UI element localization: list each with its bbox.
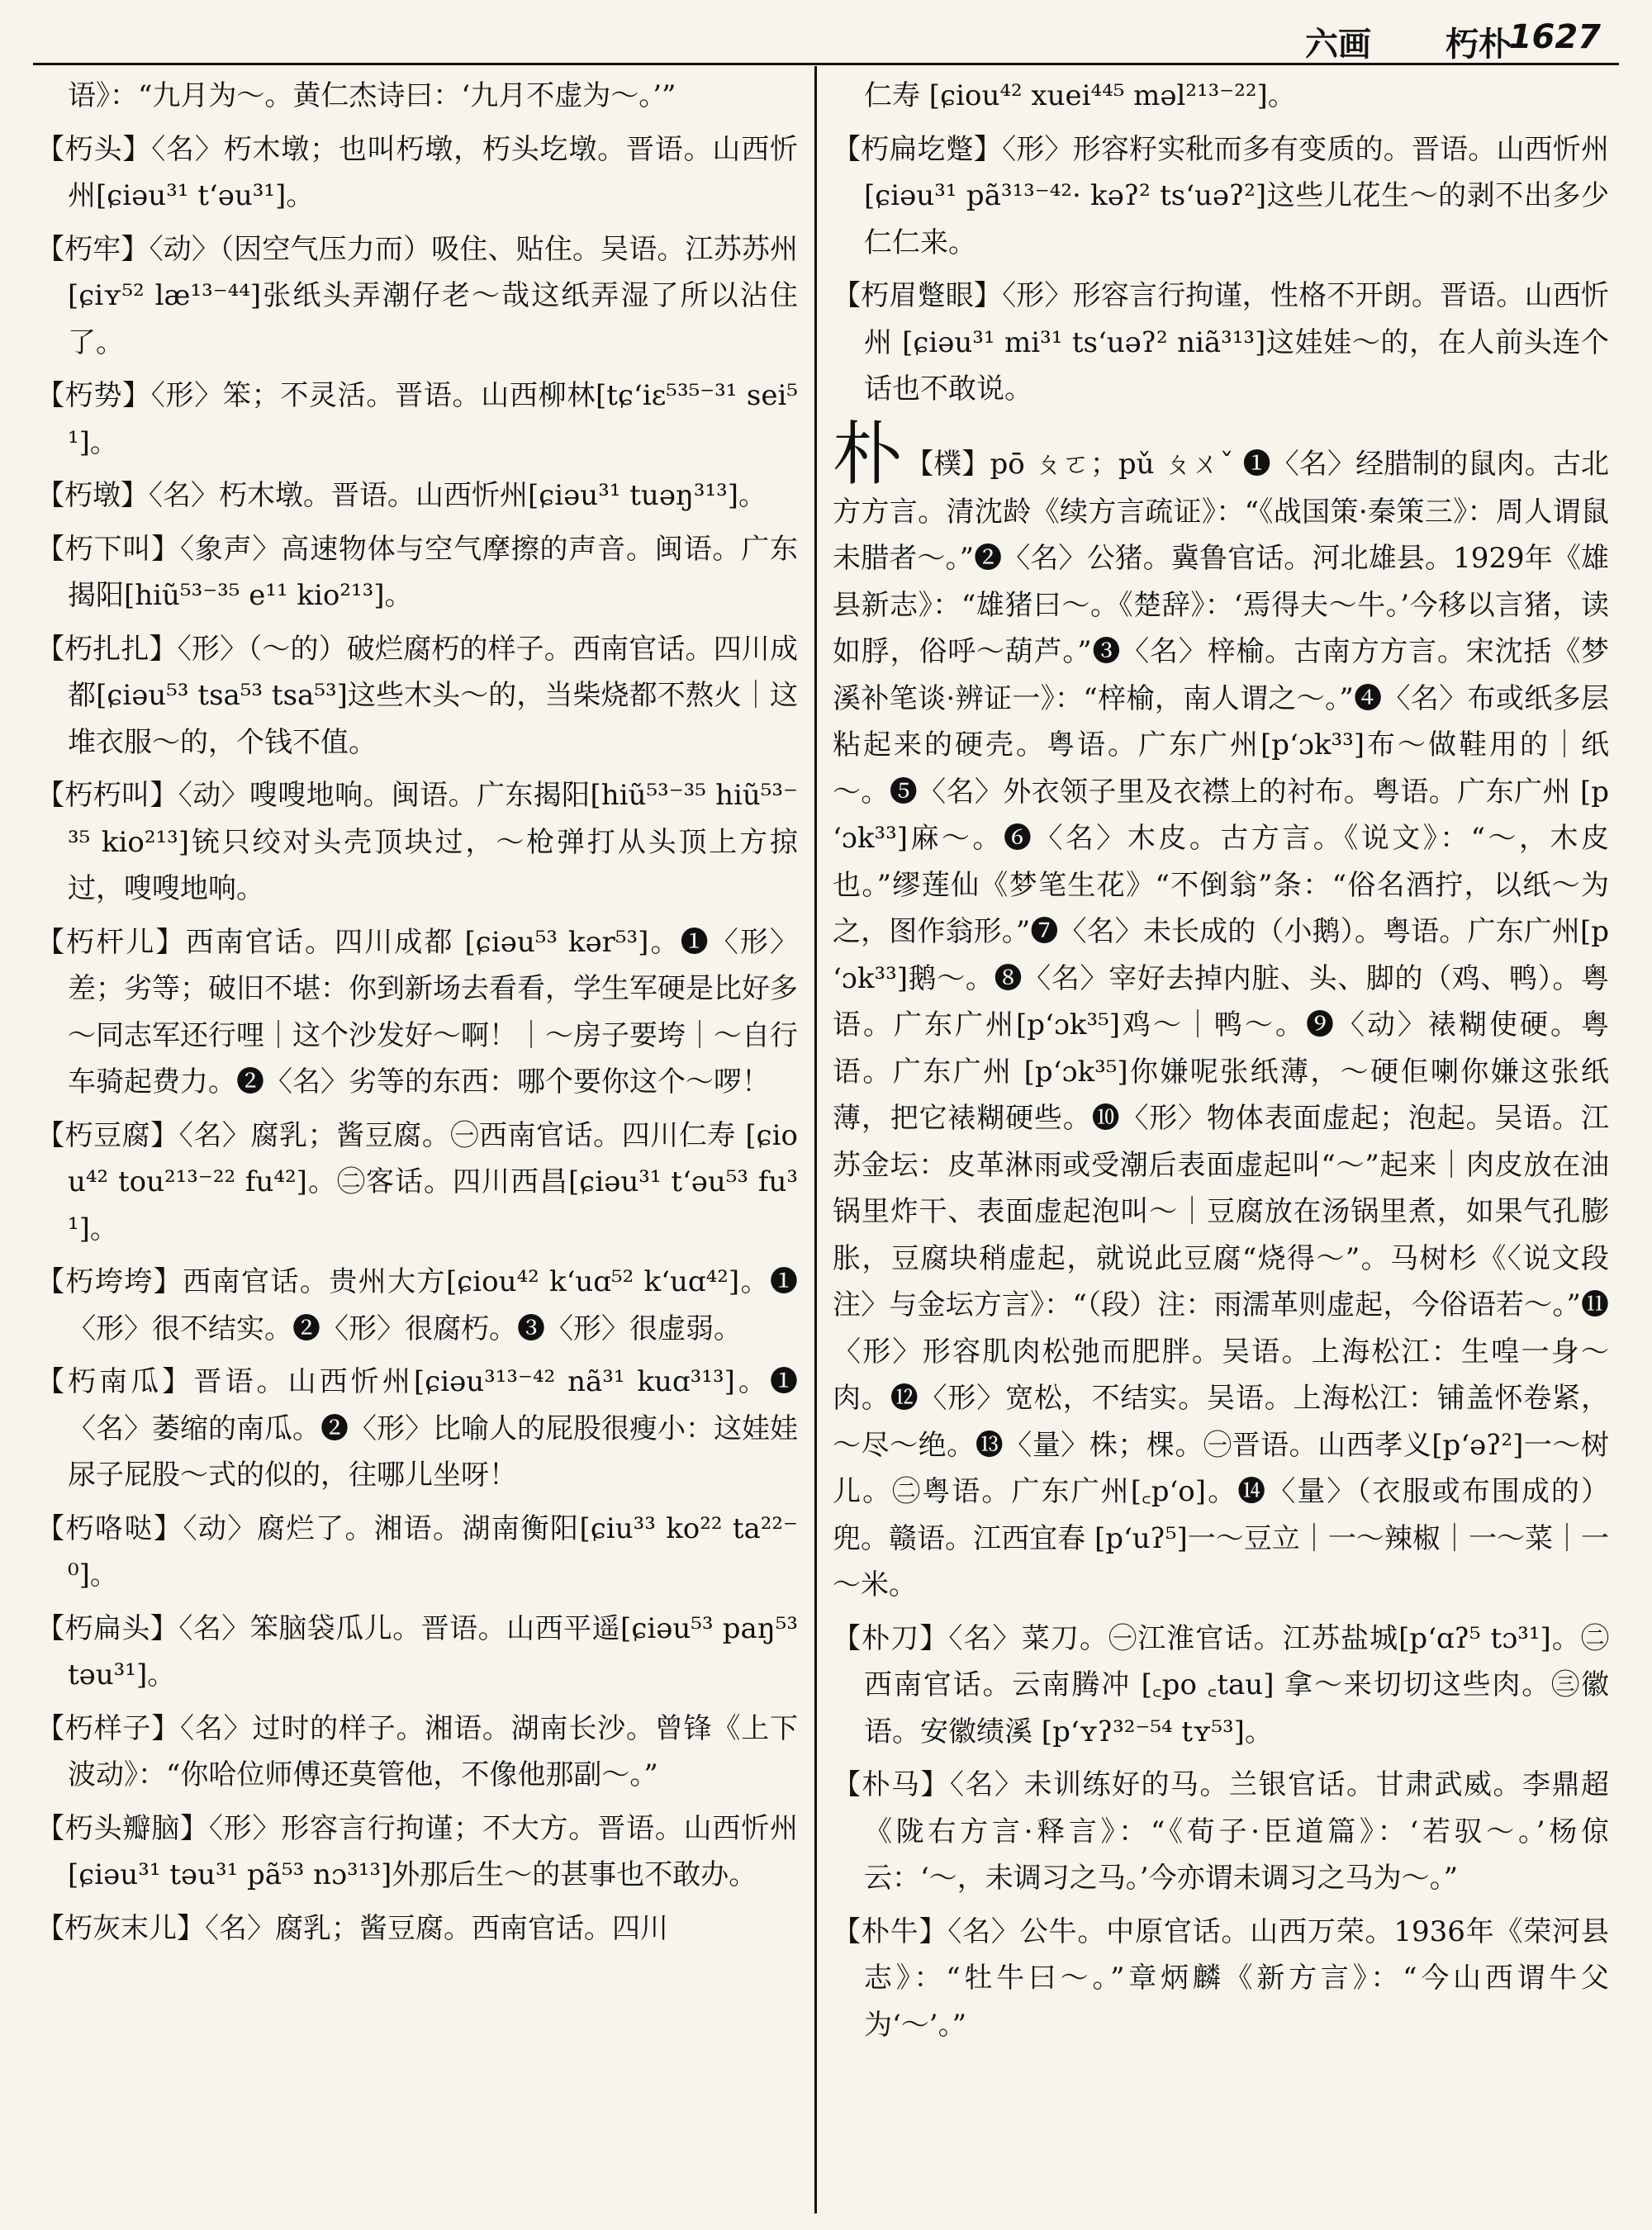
dictionary-entry: 【朽扁头】〈名〉笨脑袋瓜儿。晋语。山西平遥[ɕiəu⁵³ paŋ⁵³ təu³¹]。 — [36, 1611, 798, 1691]
dictionary-entry: 【朽势】〈形〉笨；不灵活。晋语。山西柳林[tɕʻiɛ⁵³⁵⁻³¹ sei⁵¹]。 — [36, 379, 798, 459]
header-rule — [33, 63, 1619, 65]
dictionary-entry: 【朽眉蹩眼】〈形〉形容言行拘谨，性格不开朗。晋语。山西忻州 [ɕiəu³¹ mi³¹ tsʻuəʔ² niã³¹³]这娃娃～的，在人前头连个话也不敢说。 — [833, 279, 1609, 406]
dictionary-entry: 语》：“九月为～。黄仁杰诗曰：‘九月不虚为～。’” — [68, 79, 676, 112]
dictionary-entry: 【朽豆腐】〈名〉腐乳；酱豆腐。㊀西南官话。四川仁寿 [ɕiou⁴² tou²¹³⁻²² fu⁴²]。㊁客话。四川西昌[ɕiəu³¹ tʻəu⁵³ fu³¹]。 — [36, 1118, 798, 1245]
dictionary-entry: 【朽扎扎】〈形〉（～的）破烂腐朽的样子。西南官话。四川成都[ɕiəu⁵³ tsa⁵³ tsa⁵³]这些木头～的，当柴烧都不熬火｜这堆衣服～的，个钱不值。 — [36, 632, 798, 759]
dictionary-entry: 【朴刀】〈名〉菜刀。㊀江淮官话。江苏盐城[pʻɑʔ⁵ tɔ³¹]。㊁西南官话。云南腾冲 [꜀po ꜀tau] 拿～来切切这些肉。㊂徽语。安徽绩溪 [pʻʏʔ³²⁻⁵⁴ tʏ⁵³]。 — [833, 1621, 1609, 1748]
character-entry-pu — [833, 413, 1609, 1609]
dictionary-entry: 【朽下叫】〈象声〉高速物体与空气摩擦的声音。闽语。广东揭阳[hiũ⁵³⁻³⁵ e¹¹ kio²¹³]。 — [36, 532, 798, 612]
column-divider — [814, 66, 817, 2213]
left-column — [36, 73, 798, 2220]
dictionary-entry: 【朽杆儿】西南官话。四川成都 [ɕiəu⁵³ kər⁵³]。❶〈形〉差；劣等；破旧不堪：你到新场去看看，学生军硬是比好多～同志军还行哩｜这个沙发好～啊！｜～房子要垮｜～自行车骑起费力。❷〈名〉劣等的东西：哪个要你这个～啰！ — [36, 925, 798, 1098]
dictionary-entry: 仁寿 [ɕiou⁴² xuei⁴⁴⁵ məl²¹³⁻²²]。 — [864, 79, 1296, 112]
dictionary-entry: 【朽朽叫】〈动〉嗖嗖地响。闽语。广东揭阳[hiũ⁵³⁻³⁵ hiũ⁵³⁻³⁵ kio²¹³]铳只绞对头壳顶块过，～枪弹打从头顶上方掠过，嗖嗖地响。 — [36, 779, 798, 905]
dictionary-entry: 【朴马】〈名〉未训练好的马。兰银官话。甘肃武威。李鼎超《陇右方言·释言》：“《荀子·臣道篇》：‘若驭～。’杨倞云：‘～，未调习之马。’今亦谓未调习之马为～。” — [833, 1768, 1609, 1895]
dictionary-entry: 【朽灰末儿】〈名〉腐乳；酱豆腐。西南官话。四川 — [36, 1911, 668, 1945]
dictionary-entry: 【朽牢】〈动〉（因空气压力而）吸住、贴住。吴语。江苏苏州 [ɕiʏ⁵² læ¹³⁻⁴⁴]张纸头弄潮仔老～哉这纸弄湿了所以沾住了。 — [36, 232, 798, 359]
header-section-label: 六画 — [1305, 26, 1371, 64]
dictionary-entry: 【朴牛】〈名〉公牛。中原官话。山西万荣。1936年《荣河县志》：“牡牛曰～。”章炳麟《新方言》：“今山西谓牛父为‘～’。” — [833, 1914, 1609, 2042]
dictionary-entry: 【朽样子】〈名〉过时的样子。湘语。湖南长沙。曾锋《上下波动》：“你哈位师傅还莫管他，不像他那副～。” — [36, 1711, 798, 1791]
running-header — [0, 0, 1652, 64]
dictionary-entry: 【朽头】〈名〉朽木墩；也叫朽墩，朽头圪墩。晋语。山西忻州[ɕiəu³¹ tʻəu³¹]。 — [36, 132, 798, 212]
right-column — [833, 73, 1609, 2220]
dictionary-entry: 【朽南瓜】晋语。山西忻州[ɕiəu³¹³⁻⁴² nã³¹ kuɑ³¹³]。❶〈名〉萎缩的南瓜。❷〈形〉比喻人的屁股很瘦小：这娃娃尿子屁股～式的似的，往哪儿坐呀！ — [36, 1365, 798, 1492]
header-headwords: 朽朴 — [1446, 26, 1512, 64]
page-number: 1627 — [1508, 18, 1601, 56]
dictionary-entry: 【朽墩】〈名〉朽木墩。晋语。山西忻州[ɕiəu³¹ tuəŋ³¹³]。 — [36, 479, 767, 512]
dictionary-entry: 【朽扁圪蹩】〈形〉形容籽实秕而多有变质的。晋语。山西忻州[ɕiəu³¹ pã³¹³⁻⁴²· kəʔ² tsʻuəʔ²]这些儿花生～的剥不出多少仁仁来。 — [833, 132, 1609, 259]
headword-character: 朴 — [833, 413, 903, 495]
dictionary-entry: 【朽咯哒】〈动〉腐烂了。湘语。湖南衡阳[ɕiu³³ ko²² ta²²⁻⁰]。 — [36, 1511, 798, 1592]
dictionary-entry: 【朽头瓣脑】〈形〉形容言行拘谨；不大方。晋语。山西忻州[ɕiəu³¹ təu³¹ pã⁵³ nɔ³¹³]外那后生～的甚事也不敢办。 — [36, 1811, 798, 1891]
character-entry-text: 【樸】pō ㄆㄛ；pǔ ㄆㄨˇ ❶〈名〉经腊制的鼠肉。古北方方言。清沈龄《续方言疏证》：“《战国策·秦策三》：周人谓鼠未腊者～。”❷〈名〉公猪。冀鲁官话。河北雄县。1929年《雄县新志》：“雄猪曰～。《楚辞》：‘焉得夫～牛。’今移以言猪，读如脬，俗呼～葫芦。”❸〈名〉梓榆。古南方方言。宋沈括《梦溪补笔谈·辨证一》：“梓榆，南人谓之～。”❹〈名〉布或纸多层粘起来的硬壳。粤语。广东广州[pʻɔk³³]布～做鞋用的｜纸～。❺〈名〉外衣领子里及衣襟上的衬布。粤语。广东广州 [pʻɔk³³]麻～。❻〈名〉木皮。古方言。《说文》：“～，木皮也。”缪莲仙《梦笔生花》“不倒翁”条：“俗名酒拧，以纸～为之，图作翁形。”❼〈名〉未长成的（小鹅）。粤语。广东广州[pʻɔk³³]鹅～。❽〈名〉宰好去掉内脏、头、脚的（鸡、鸭）。粤语。广东广州[pʻɔk³⁵]鸡～｜鸭～。❾〈动〉裱糊使硬。粤语。广东广州 [pʻɔk³⁵]你嫌呢张纸薄，～硬佢喇你嫌这张纸薄，把它裱糊硬些。❿〈形〉物体表面虚起；泡起。吴语。江苏金坛：皮革淋雨或受潮后表面虚起叫“～”起来｜肉皮放在油锅里炸干、表面虚起泡叫～｜豆腐放在汤锅里煮，如果气孔膨胀，豆腐块稍虚起，就说此豆腐“烧得～”。马树杉《〈说文段注〉与金坛方言》：“（段）注：雨濡革则虚起，今俗语若～。”⓫〈形〉形容肌肉松弛而肥胖。吴语。上海松江：生喤一身～肉。⓬〈形〉宽松，不结实。吴语。上海松江：铺盖怀卷紧，～尽～绝。⓭〈量〉株；棵。㊀晋语。山西孝义[pʻəʔ²]一～树儿。㊁粤语。广东广州[꜀pʻo]。⓮〈量〉（衣服或布围成的）兜。赣语。江西宜春 [pʻuʔ⁵]一～豆立｜一～辣椒｜一～菜｜一～米。 — [833, 447, 1609, 1601]
dictionary-entry: 【朽垮垮】西南官话。贵州大方[ɕiou⁴² kʻuɑ⁵² kʻuɑ⁴²]。❶〈形〉很不结实。❷〈形〉很腐朽。❸〈形〉很虚弱。 — [36, 1265, 798, 1345]
